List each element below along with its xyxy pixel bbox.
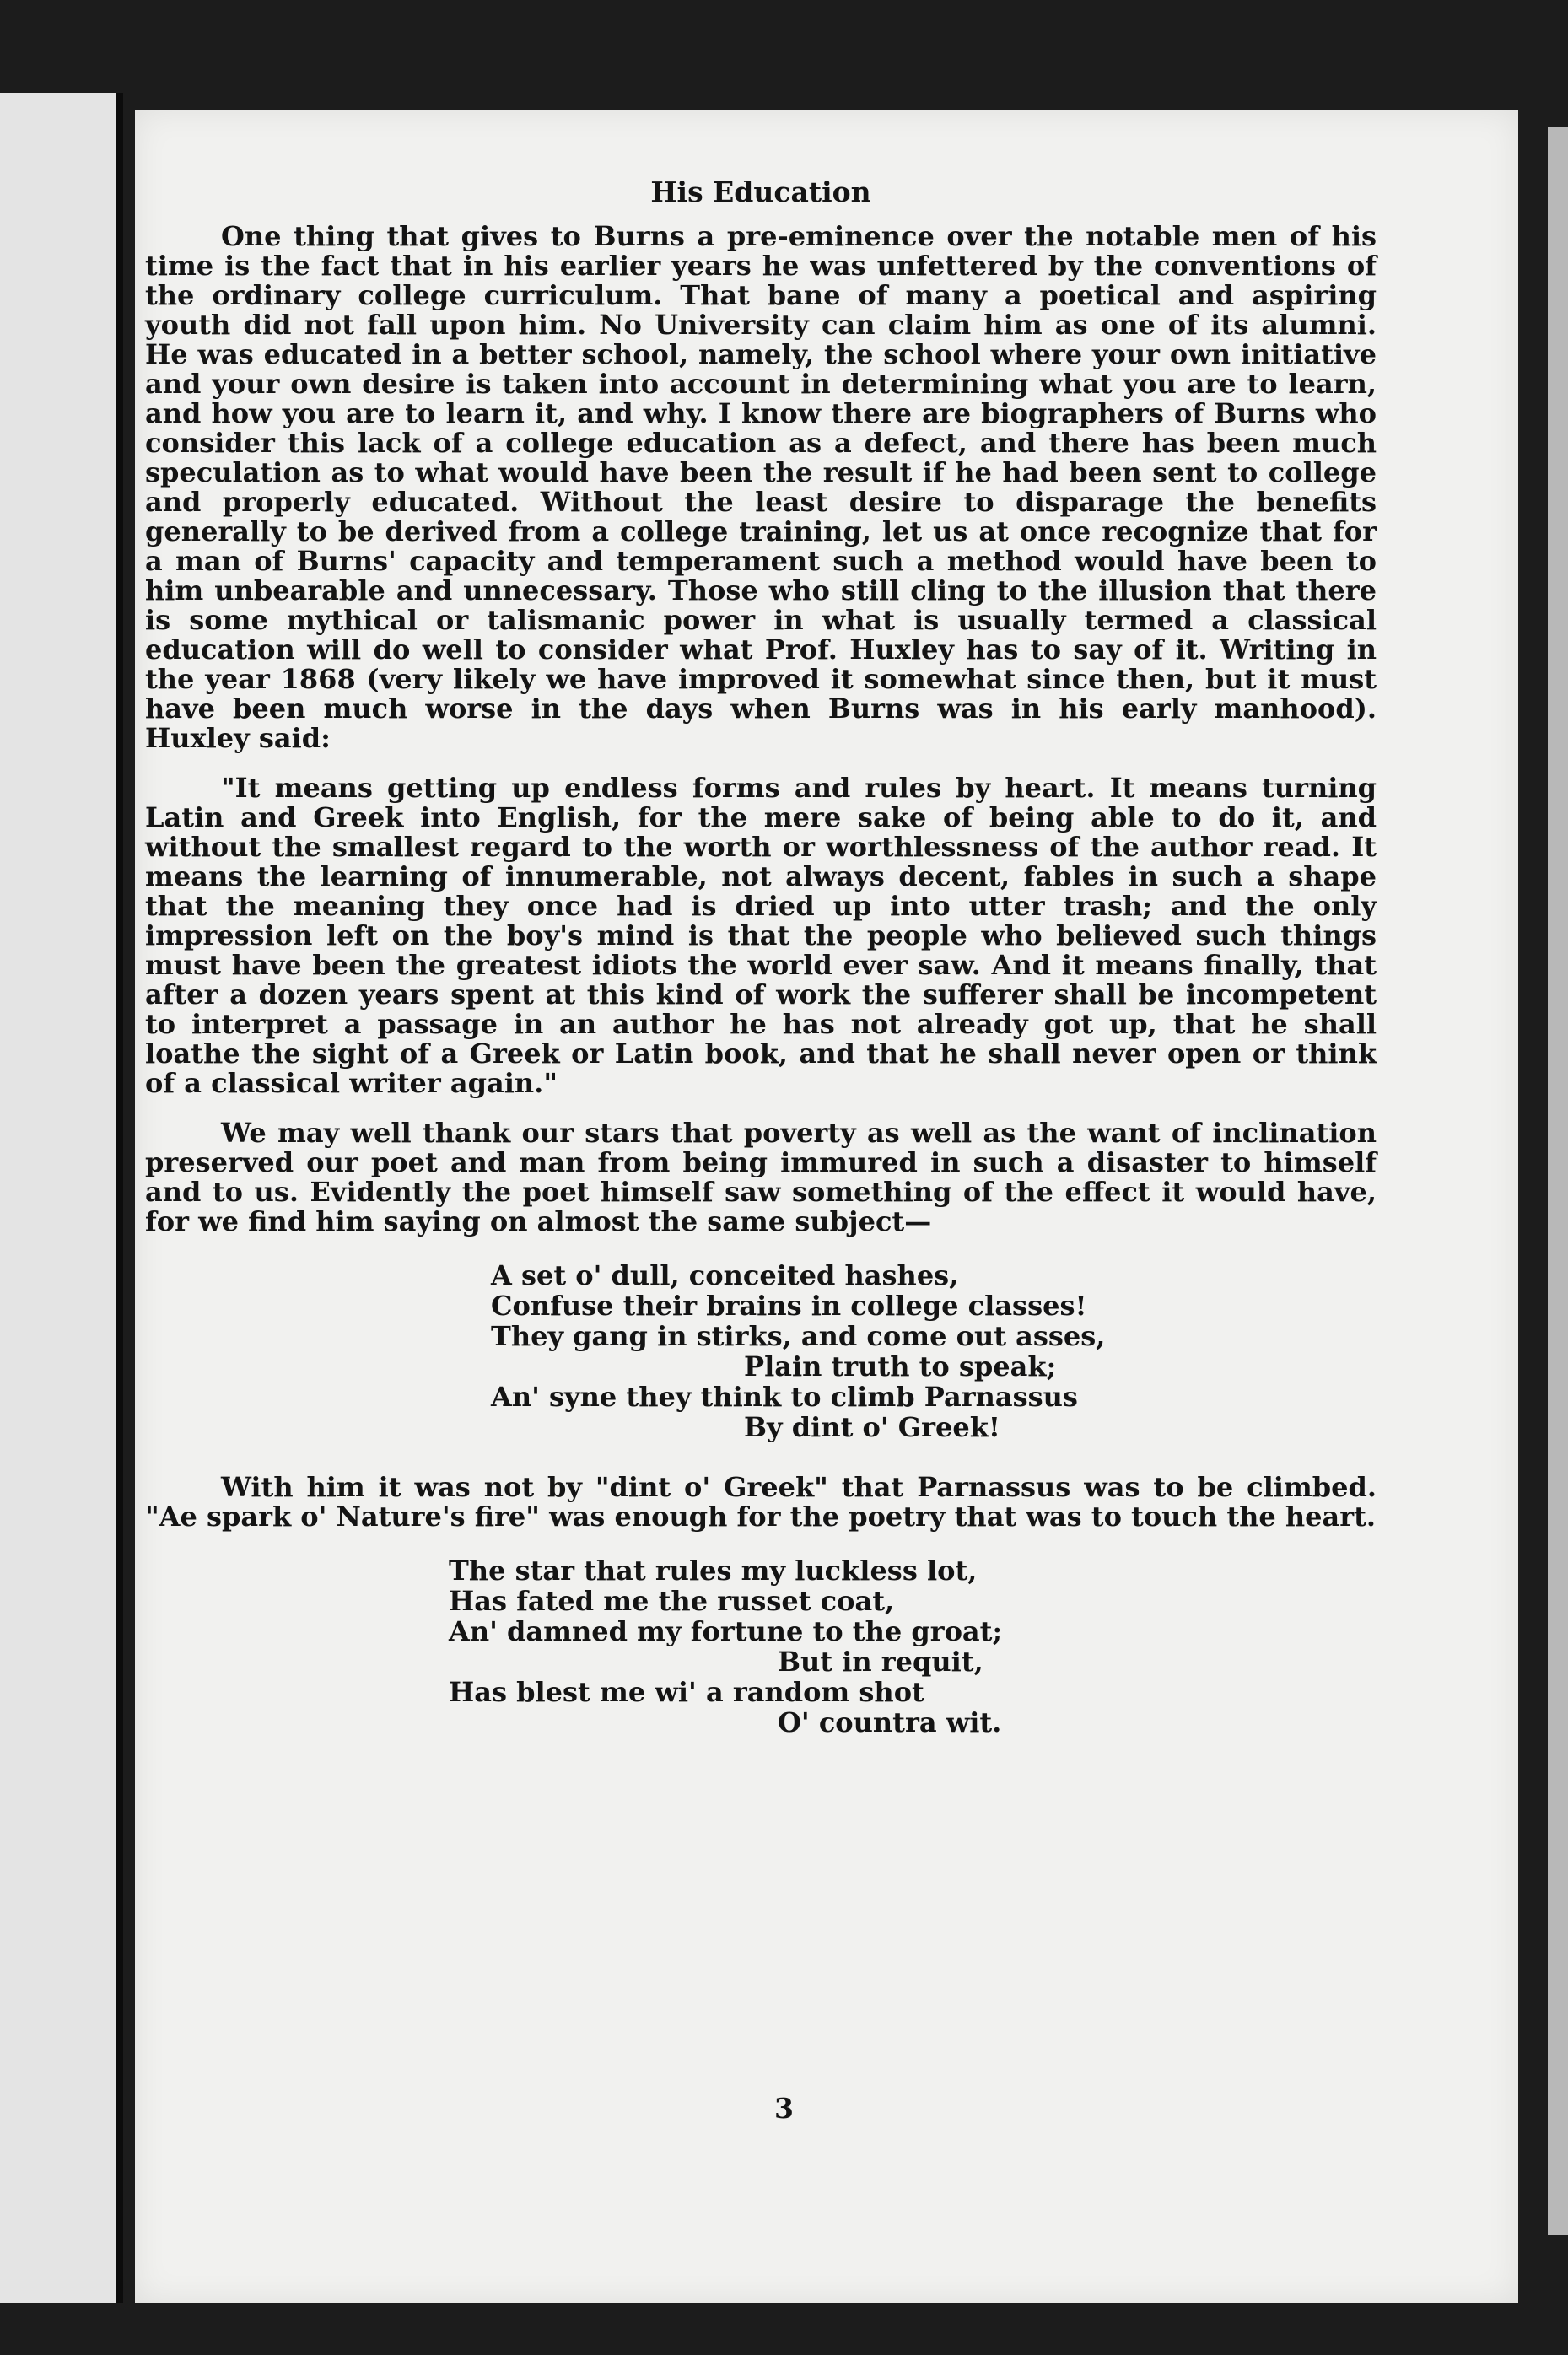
paragraph-stars: We may well thank our stars that poverty as well as the want of inclination preserved our poet and man from being immured in such a disaster to himself and to us. Evidently the poet himself saw something of the effect it would have, for we find him saying on almost the same subject— xyxy=(145,1117,1377,1237)
huxley-quote: "It means getting up endless forms and rules by heart. It means turning Latin and Greek into English, for the mere sake of being able to do it, and without the smallest regard to the worth or worthlessness of the author read. It means the learning of innumerable, not always decent, fables in such a shape that the meaning they once had is dried up into utter trash; and the only impression left on the boy's mind is that the people who believed such things must have been the greatest idiots the world ever saw. And it means finally, that after a dozen years spent at this kind of work the sufferer shall be incompetent to interpret a passage in an author he has not already got up, that he shall loathe the sight of a Greek or Latin book, and that he shall never open or think of a classical writer again." xyxy=(145,772,1377,1099)
paragraph-parnassus: With him it was not by "dint o' Greek" that Parnassus was to be climbed. "Ae spark o' Nature's fire" was enough for the poetry that was to touch the heart. xyxy=(145,1471,1377,1533)
page-content xyxy=(145,177,1377,1768)
poem-line: By dint o' Greek! xyxy=(744,1411,1000,1443)
section-heading: His Education xyxy=(650,175,871,208)
poem-line: Has blest me wi' a random shot xyxy=(449,1676,924,1708)
poem-line: A set o' dull, conceited hashes, xyxy=(491,1259,959,1291)
book-gutter xyxy=(116,93,123,2303)
poem-line: Confuse their brains in college classes! xyxy=(491,1290,1087,1322)
poem-line: O' countra wit. xyxy=(778,1706,1002,1738)
poem-college-classes xyxy=(145,1260,1377,1442)
right-page-edge xyxy=(1548,127,1568,2235)
paragraph-intro: One thing that gives to Burns a pre-eminence over the notable men of his time is the fact that in his earlier years he was unfettered by the conventions of the ordinary college curriculum. That bane of many a poetical and aspiring youth did not fall upon him. No University can claim him as one of its alumni. He was educated in a better school, namely, the school where your own initiative and your own desire is taken into account in determining what you are to learn, and how you are to learn it, and why. I know there are biographers of Burns who consider this lack of a college education as a defect, and there has been much speculation as to what would have been the result if he had been sent to college and properly educated. Without the least desire to disparage the benefits generally to be derived from a college training, let us at once recognize that for a man of Burns' capacity and temperament such a method would have been to him unbearable and unnecessary. Those who still cling to the illusion that there is some mythical or talismanic power in what is usually termed a classical education will do well to consider what Prof. Huxley has to say of it. Writing in the year 1868 (very likely we have improved it somewhat since then, but it must have been much worse in the days when Burns was in his early manhood). Huxley said: xyxy=(145,220,1377,754)
poem-line: The star that rules my luckless lot, xyxy=(449,1555,978,1587)
poem-line: They gang in stirks, and come out asses, xyxy=(491,1320,1106,1352)
facing-page-edge xyxy=(0,93,118,2303)
poem-line: An' damned my fortune to the groat; xyxy=(449,1615,1003,1647)
page-number: 3 xyxy=(774,2092,794,2125)
poem-line: An' syne they think to climb Parnassus xyxy=(491,1381,1078,1413)
poem-line: But in requit, xyxy=(778,1646,983,1678)
poem-line: Plain truth to speak; xyxy=(744,1350,1057,1382)
poem-luckless-lot xyxy=(145,1555,1377,1738)
poem-line: Has fated me the russet coat, xyxy=(449,1585,895,1617)
